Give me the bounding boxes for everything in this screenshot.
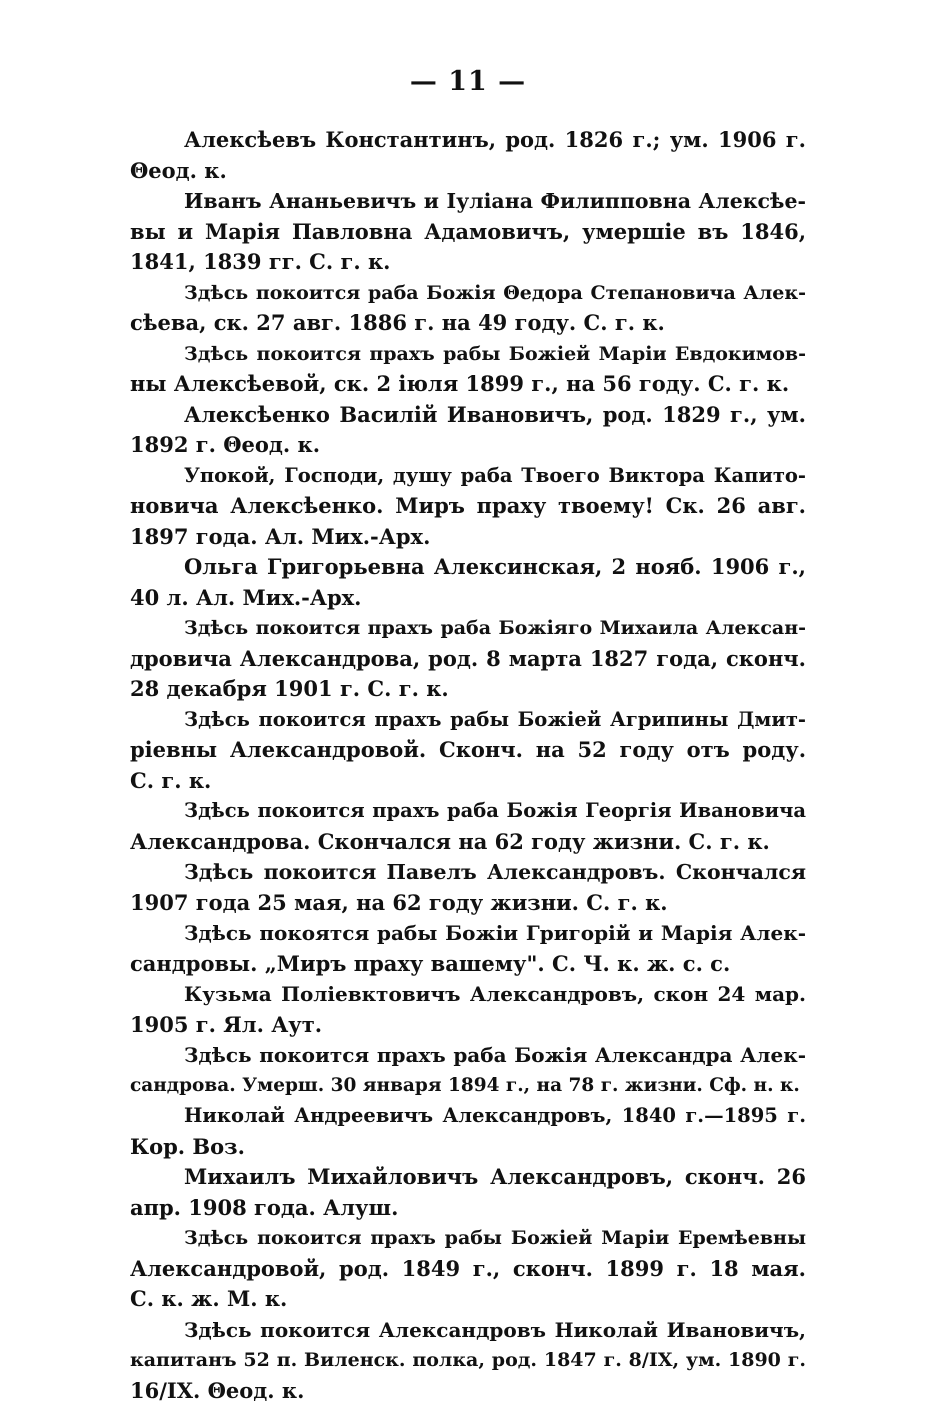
entry-line: дровича Александрова, род. 8 марта 1827 года, сконч. bbox=[130, 644, 806, 675]
page-number: — 11 — bbox=[0, 66, 936, 97]
entry-line: сѣева, ск. 27 авг. 1886 г. на 49 году. С. г. к. bbox=[130, 308, 806, 339]
entry-line: Здѣсь покоится Павелъ Александровъ. Скончался bbox=[130, 857, 806, 888]
entry bbox=[130, 857, 806, 918]
entry bbox=[130, 278, 806, 339]
entry-line: С. г. к. bbox=[130, 766, 806, 797]
entry bbox=[130, 979, 806, 1040]
entry-line: ны Алексѣевой, ск. 2 іюля 1899 г., на 56 году. С. г. к. bbox=[130, 369, 806, 400]
entry-line: Алексѣенко Василій Ивановичъ, род. 1829 г., ум. bbox=[130, 400, 806, 431]
entry-line: 28 декабря 1901 г. С. г. к. bbox=[130, 674, 806, 705]
entry bbox=[130, 552, 806, 613]
entry-line: 40 л. Ал. Мих.-Арх. bbox=[130, 583, 806, 614]
entry bbox=[130, 705, 806, 797]
entry-line: Здѣсь покоится прахъ рабы Божіей Маріи Еремѣевны bbox=[130, 1223, 806, 1254]
entry-line: капитанъ 52 п. Виленск. полка, род. 1847 г. 8/IX, ум. 1890 г. bbox=[130, 1345, 806, 1376]
entry-line: Михаилъ Михайловичъ Александровъ, сконч. 26 bbox=[130, 1162, 806, 1193]
entry bbox=[130, 125, 806, 186]
entry-line: 1841, 1839 гг. С. г. к. bbox=[130, 247, 806, 278]
entry-line: Кор. Воз. bbox=[130, 1132, 806, 1163]
entry bbox=[130, 461, 806, 553]
entry bbox=[130, 1101, 806, 1162]
entry-line: Алексѣевъ Константинъ, род. 1826 г.; ум. 1906 г. bbox=[130, 125, 806, 156]
entry-line: сандрова. Умерш. 30 января 1894 г., на 78 г. жизни. Сф. н. к. bbox=[130, 1071, 806, 1102]
entry bbox=[130, 339, 806, 400]
entry-line: Упокой, Господи, душу раба Твоего Виктора Капито- bbox=[130, 461, 806, 492]
entry-line: Здѣсь покоится прахъ раба Божія Александра Алек- bbox=[130, 1040, 806, 1071]
entry bbox=[130, 1040, 806, 1101]
entry-line: Здѣсь покоится прахъ раба Божіяго Михаила Алексан- bbox=[130, 613, 806, 644]
entry-line: 1905 г. Ял. Аут. bbox=[130, 1010, 806, 1041]
entry-line: Здѣсь покоятся рабы Божіи Григорій и Марія Алек- bbox=[130, 918, 806, 949]
entry-line: 16/IX. Θеод. к. bbox=[130, 1376, 806, 1406]
entry bbox=[130, 613, 806, 705]
entry-line: сандровы. „Миръ праху вашему". С. Ч. к. ж. с. с. bbox=[130, 949, 806, 980]
entry bbox=[130, 918, 806, 979]
entry-line: Кузьма Поліевктовичъ Александровъ, скон 24 мар. bbox=[130, 979, 806, 1010]
entry-list bbox=[130, 125, 806, 1406]
entry-line: 1897 года. Ал. Мих.-Арх. bbox=[130, 522, 806, 553]
entry-line: Θеод. к. bbox=[130, 156, 806, 187]
entry-line: 1907 года 25 мая, на 62 году жизни. С. г. к. bbox=[130, 888, 806, 919]
entry bbox=[130, 1162, 806, 1223]
entry-line: вы и Марія Павловна Адамовичъ, умершіе въ 1846, bbox=[130, 217, 806, 248]
entry-line: Ольга Григорьевна Алексинская, 2 нояб. 1906 г., bbox=[130, 552, 806, 583]
entry-line: Николай Андреевичъ Александровъ, 1840 г.—1895 г. bbox=[130, 1101, 806, 1132]
entry-line: новича Алексѣенко. Миръ праху твоему! Ск. 26 авг. bbox=[130, 491, 806, 522]
entry-line: Александрова. Скончался на 62 году жизни. С. г. к. bbox=[130, 827, 806, 858]
entry-line: Здѣсь покоится прахъ рабы Божіей Агрипины Дмит- bbox=[130, 705, 806, 736]
entry bbox=[130, 186, 806, 278]
entry-line: ріевны Александровой. Сконч. на 52 году отъ роду. bbox=[130, 735, 806, 766]
entry bbox=[130, 400, 806, 461]
entry-line: апр. 1908 года. Алуш. bbox=[130, 1193, 806, 1224]
entry-line: Иванъ Ананьевичъ и Іуліана Филипповна Алексѣе- bbox=[130, 186, 806, 217]
entry bbox=[130, 1315, 806, 1406]
entry bbox=[130, 796, 806, 857]
entry-line: Здѣсь покоится прахъ раба Божія Георгія Ивановича bbox=[130, 796, 806, 827]
entry-line: С. к. ж. М. к. bbox=[130, 1284, 806, 1315]
entry-line: 1892 г. Θеод. к. bbox=[130, 430, 806, 461]
entry-line: Здѣсь покоится раба Божія Θедора Степановича Алек- bbox=[130, 278, 806, 309]
entry bbox=[130, 1223, 806, 1315]
entry-line: Александровой, род. 1849 г., сконч. 1899 г. 18 мая. bbox=[130, 1254, 806, 1285]
entry-line: Здѣсь покоится Александровъ Николай Ивановичъ, bbox=[130, 1315, 806, 1346]
entry-line: Здѣсь покоится прахъ рабы Божіей Маріи Евдокимов- bbox=[130, 339, 806, 370]
